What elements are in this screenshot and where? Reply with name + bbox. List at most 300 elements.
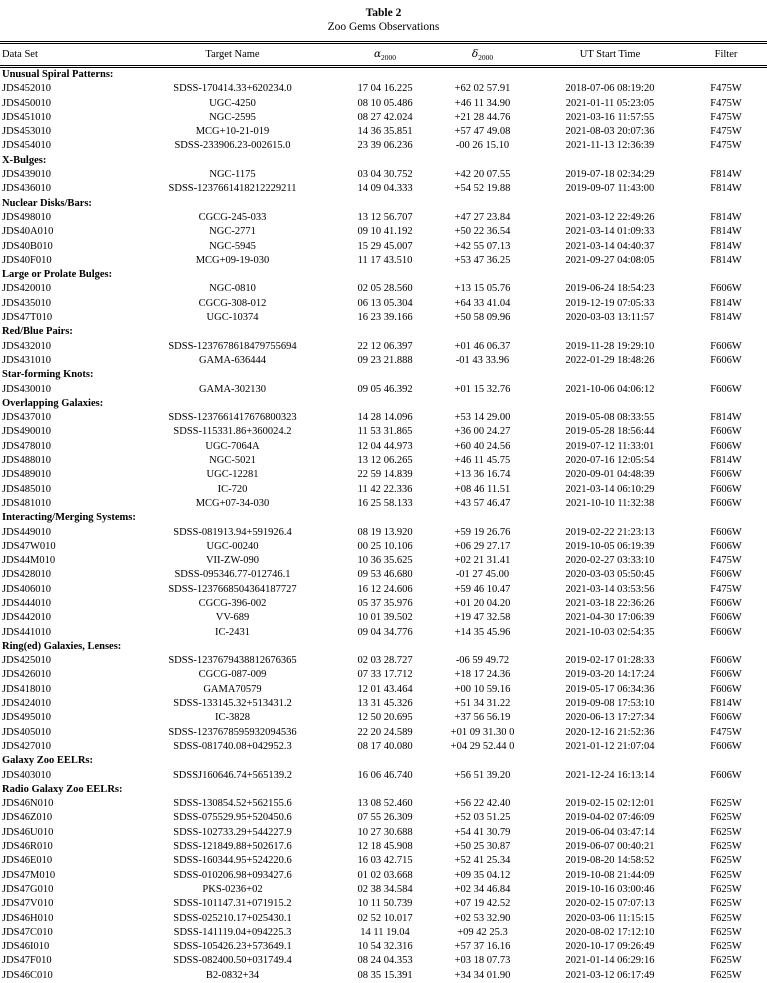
cell-dec: +64 33 41.04 [454, 297, 511, 309]
cell-ra: 10 11 50.739 [357, 898, 413, 910]
table-row [0, 926, 767, 940]
section-header: Red/Blue Pairs: [2, 326, 73, 338]
cell-dec: -06 59 49.72 [455, 655, 510, 667]
table-row [0, 440, 767, 454]
cell-dataset: JDS454010 [2, 140, 52, 152]
table-row [0, 683, 767, 697]
cell-dataset: JDS452010 [2, 83, 52, 95]
table-row [0, 726, 767, 740]
cell-filter: F606W [710, 497, 742, 509]
cell-ut-start-time: 2019-05-17 06:34:36 [565, 683, 655, 695]
table-body [0, 67, 767, 983]
cell-ut-start-time: 2020-03-06 11:15:15 [565, 912, 655, 924]
cell-dataset: JDS450010 [2, 97, 52, 109]
cell-dec: +57 37 16.16 [454, 941, 511, 953]
cell-dec: +59 19 26.76 [454, 526, 511, 538]
cell-filter: F814W [710, 183, 742, 195]
cell-dataset: JDS478010 [2, 440, 52, 452]
table-row [0, 711, 767, 725]
cell-dataset: JDS449010 [2, 526, 52, 538]
cell-filter: F814W [710, 240, 742, 252]
table-row [0, 297, 767, 311]
cell-target-name: SDSSJ160646.74+565139.2 [172, 769, 293, 781]
cell-dataset: JDS46Z010 [2, 812, 53, 824]
cell-ra: 11 53 31.865 [357, 426, 413, 438]
cell-filter: F475W [710, 111, 742, 123]
cell-ut-start-time: 2019-12-19 07:05:33 [565, 297, 655, 309]
cell-filter: F475W [710, 126, 742, 138]
table-row [0, 583, 767, 597]
cell-target-name: GAMA-636444 [198, 354, 267, 366]
cell-target-name: NGC-0810 [209, 283, 256, 295]
cell-dec: +04 29 52.44 0 [450, 740, 515, 752]
cell-dataset: JDS47F010 [2, 955, 52, 967]
cell-filter: F475W [710, 726, 742, 738]
cell-dec: +09 35 04.12 [454, 869, 511, 881]
cell-dataset: JDS441010 [2, 626, 52, 638]
cell-ra: 14 09 04.333 [357, 183, 413, 195]
col-header-ut-start-time: UT Start Time [535, 43, 685, 67]
section-header-row [0, 511, 767, 525]
cell-filter: F814W [710, 412, 742, 424]
cell-target-name: IC-2431 [215, 626, 250, 638]
table-row [0, 954, 767, 968]
cell-ra: 10 01 39.502 [357, 612, 413, 624]
cell-filter: F475W [710, 583, 742, 595]
cell-target-name: VV-689 [215, 612, 250, 624]
cell-dataset: JDS427010 [2, 740, 52, 752]
cell-target-name: IC-3828 [215, 712, 250, 724]
cell-filter: F625W [710, 926, 742, 938]
cell-ra: 08 24 04.353 [357, 955, 413, 967]
cell-dataset: JDS406010 [2, 583, 52, 595]
cell-dec: +03 18 07.73 [454, 955, 511, 967]
cell-ra: 15 29 45.007 [357, 240, 413, 252]
cell-target-name: SDSS-102733.29+544227.9 [173, 826, 292, 838]
table-row [0, 797, 767, 811]
cell-ra: 16 12 24.606 [357, 583, 413, 595]
cell-ut-start-time: 2021-03-14 03:53:56 [565, 583, 655, 595]
table-row [0, 354, 767, 368]
cell-ra: 09 05 46.392 [357, 383, 413, 395]
cell-ra: 08 19 13.920 [357, 526, 413, 538]
table-row [0, 454, 767, 468]
cell-dataset: JDS418010 [2, 683, 52, 695]
cell-ra: 16 25 58.133 [357, 497, 413, 509]
cell-target-name: SDSS-095346.77-012746.1 [174, 569, 291, 581]
cell-dataset: JDS489010 [2, 469, 52, 481]
cell-dec: +08 46 11.51 [454, 483, 511, 495]
section-header: Ring(ed) Galaxies, Lenses: [2, 640, 122, 652]
table-row [0, 282, 767, 296]
cell-filter: F475W [710, 140, 742, 152]
table-row [0, 811, 767, 825]
cell-dataset: JDS46U010 [2, 826, 54, 838]
cell-target-name: MCG+09-19-030 [195, 254, 270, 266]
cell-filter: F606W [710, 626, 742, 638]
section-header: X-Bulges: [2, 154, 47, 166]
cell-dataset: JDS428010 [2, 569, 52, 581]
cell-ra: 16 23 39.166 [357, 312, 413, 324]
table-row [0, 697, 767, 711]
table-row [0, 940, 767, 954]
cell-target-name: NGC-5021 [209, 455, 256, 467]
cell-filter: F606W [710, 740, 742, 752]
cell-target-name: GAMA-302130 [198, 383, 267, 395]
cell-dec: +06 29 27.17 [454, 540, 511, 552]
cell-dataset: JDS46C010 [2, 969, 53, 981]
table-row [0, 411, 767, 425]
cell-target-name: SDSS-105426.23+573649.1 [173, 941, 292, 953]
cell-ut-start-time: 2021-10-10 11:32:38 [565, 497, 655, 509]
cell-filter: F606W [710, 597, 742, 609]
cell-dataset: JDS498010 [2, 211, 52, 223]
cell-target-name: SDSS-101147.31+071915.2 [173, 898, 292, 910]
cell-filter: F606W [710, 483, 742, 495]
cell-dataset: JDS47V010 [2, 898, 54, 910]
table-row [0, 611, 767, 625]
cell-target-name: SDSS-082400.50+031749.4 [173, 955, 292, 967]
cell-ut-start-time: 2021-01-12 21:07:04 [565, 740, 655, 752]
cell-dec: +01 09 31.30 0 [450, 726, 515, 738]
cell-filter: F606W [710, 683, 742, 695]
section-header: Unusual Spiral Patterns: [2, 69, 114, 80]
cell-dec: +19 47 32.58 [454, 612, 511, 624]
cell-ra: 07 33 17.712 [357, 669, 413, 681]
cell-ra: 02 05 28.560 [357, 283, 413, 295]
cell-target-name: SDSS-115331.86+360024.2 [173, 426, 292, 438]
table-row [0, 740, 767, 754]
table-row [0, 97, 767, 111]
cell-filter: F625W [710, 969, 742, 981]
cell-filter: F814W [710, 226, 742, 238]
cell-target-name: SDSS-170414.33+620234.0 [173, 83, 292, 95]
cell-ra: 22 12 06.397 [357, 340, 413, 352]
cell-ut-start-time: 2019-05-08 08:33:55 [565, 412, 655, 424]
cell-dec: +51 34 31.22 [454, 698, 511, 710]
cell-dec: +46 11 45.75 [454, 455, 511, 467]
alpha-symbol: α [373, 48, 382, 60]
table-row [0, 139, 767, 153]
cell-dec: +13 15 05.76 [454, 283, 511, 295]
cell-ut-start-time: 2019-11-28 19:29:10 [565, 340, 655, 352]
cell-filter: F625W [710, 798, 742, 810]
cell-dataset: JDS439010 [2, 169, 52, 181]
cell-dec: +56 22 42.40 [454, 798, 511, 810]
cell-dec: +36 00 24.27 [454, 426, 511, 438]
cell-target-name: SDSS-233906.23-002615.0 [174, 140, 291, 152]
cell-dec: +01 15 32.76 [454, 383, 511, 395]
cell-dec: +09 42 25.3 [457, 926, 508, 938]
cell-target-name: NGC-2771 [209, 226, 256, 238]
dec-epoch-subscript: 2000 [478, 53, 494, 63]
cell-target-name: SDSS-075529.95+520450.6 [173, 812, 292, 824]
cell-ra: 14 36 35.851 [357, 126, 413, 138]
cell-dataset: JDS47M010 [2, 869, 56, 881]
cell-ra: 17 04 16.225 [357, 83, 413, 95]
cell-dec: -01 27 45.00 [455, 569, 510, 581]
table-row [0, 554, 767, 568]
cell-ut-start-time: 2020-02-15 07:07:13 [565, 898, 655, 910]
cell-dec: +02 21 31.41 [454, 555, 511, 567]
table-row [0, 668, 767, 682]
cell-ra: 09 10 41.192 [357, 226, 413, 238]
cell-dataset: JDS46R010 [2, 841, 53, 853]
table-row [0, 897, 767, 911]
cell-ra: 11 17 43.510 [357, 254, 413, 266]
cell-dec: -00 26 15.10 [455, 140, 510, 152]
cell-dataset: JDS485010 [2, 483, 52, 495]
cell-dataset: JDS47C010 [2, 926, 53, 938]
cell-dataset: JDS436010 [2, 183, 52, 195]
cell-ut-start-time: 2019-06-07 00:40:21 [565, 841, 655, 853]
cell-dataset: JDS495010 [2, 712, 52, 724]
table-number: Table 2 [365, 7, 402, 19]
table-row [0, 497, 767, 511]
cell-ra: 07 55 26.309 [357, 812, 413, 824]
cell-dataset: JDS46N010 [2, 798, 54, 810]
section-header-row [0, 640, 767, 654]
section-header: Nuclear Disks/Bars: [2, 197, 92, 209]
cell-ut-start-time: 2021-10-03 02:54:35 [565, 626, 655, 638]
section-header-row [0, 197, 767, 211]
cell-ut-start-time: 2020-12-16 21:52:36 [565, 726, 655, 738]
cell-target-name: B2-0832+34 [205, 969, 260, 981]
cell-ra: 08 17 40.080 [357, 740, 413, 752]
cell-dataset: JDS435010 [2, 297, 52, 309]
cell-filter: F625W [710, 841, 742, 853]
cell-target-name: NGC-5945 [209, 240, 256, 252]
cell-target-name: CGCG-087-009 [198, 669, 267, 681]
cell-target-name: UGC-4250 [209, 97, 256, 109]
cell-filter: F625W [710, 883, 742, 895]
ra-epoch-subscript: 2000 [381, 53, 397, 63]
cell-target-name: SDSS-133145.32+513431.2 [173, 698, 292, 710]
cell-target-name: SDSS-1237661418212229211 [168, 183, 297, 195]
cell-ra: 06 13 05.304 [357, 297, 413, 309]
cell-ut-start-time: 2020-08-02 17:12:10 [565, 926, 655, 938]
cell-dataset: JDS442010 [2, 612, 52, 624]
cell-ut-start-time: 2019-04-02 07:46:09 [565, 812, 655, 824]
table-row [0, 597, 767, 611]
cell-filter: F606W [710, 669, 742, 681]
table-row [0, 854, 767, 868]
cell-ut-start-time: 2021-03-18 22:36:26 [565, 597, 655, 609]
cell-dec: +56 51 39.20 [454, 769, 511, 781]
section-header: Interacting/Merging Systems: [2, 512, 136, 524]
cell-target-name: MCG+10-21-019 [195, 126, 270, 138]
cell-ra: 14 11 19.04 [360, 926, 410, 938]
cell-ut-start-time: 2021-10-06 04:06:12 [565, 383, 655, 395]
cell-dataset: JDS40F010 [2, 254, 52, 266]
cell-target-name: GAMA70579 [203, 683, 262, 695]
cell-filter: F606W [710, 540, 742, 552]
cell-target-name: SDSS-025210.17+025430.1 [173, 912, 292, 924]
cell-ut-start-time: 2020-03-03 05:50:45 [565, 569, 655, 581]
cell-ut-start-time: 2020-10-17 09:26:49 [565, 941, 655, 953]
cell-dataset: JDS46H010 [2, 912, 54, 924]
cell-dec: +50 58 09.96 [454, 312, 511, 324]
table-row [0, 840, 767, 854]
cell-ut-start-time: 2019-07-18 02:34:29 [565, 169, 655, 181]
cell-ut-start-time: 2019-09-07 11:43:00 [565, 183, 655, 195]
cell-filter: F606W [710, 426, 742, 438]
cell-dec: +59 46 10.47 [454, 583, 511, 595]
cell-filter: F814W [710, 455, 742, 467]
observations-table [0, 41, 767, 983]
cell-ut-start-time: 2020-03-03 13:11:57 [565, 312, 655, 324]
cell-target-name: PKS-0236+02 [202, 883, 263, 895]
cell-dec: +14 35 45.96 [454, 626, 511, 638]
cell-filter: F606W [710, 569, 742, 581]
cell-ra: 23 39 06.236 [357, 140, 413, 152]
delta-symbol: δ [471, 48, 479, 60]
cell-ra: 13 12 56.707 [357, 211, 413, 223]
cell-filter: F814W [710, 698, 742, 710]
cell-target-name: SDSS-1237678618479755694 [168, 340, 297, 352]
cell-dataset: JDS47W010 [2, 540, 56, 552]
cell-dec: +54 52 19.88 [454, 183, 511, 195]
table-row [0, 826, 767, 840]
cell-ut-start-time: 2021-09-27 04:08:05 [565, 254, 655, 266]
cell-ut-start-time: 2021-04-30 17:06:39 [565, 612, 655, 624]
cell-ut-start-time: 2019-10-05 06:19:39 [565, 540, 655, 552]
cell-filter: F625W [710, 898, 742, 910]
cell-dec: +60 40 24.56 [454, 440, 511, 452]
cell-ut-start-time: 2019-06-04 03:47:14 [565, 826, 655, 838]
cell-target-name: SDSS-081740.08+042952.3 [173, 740, 292, 752]
cell-dec: +43 57 46.47 [454, 497, 511, 509]
cell-dataset: JDS425010 [2, 655, 52, 667]
table-row [0, 568, 767, 582]
cell-filter: F475W [710, 83, 742, 95]
cell-target-name: SDSS-141119.04+094225.3 [173, 926, 292, 938]
cell-filter: F606W [710, 440, 742, 452]
cell-ut-start-time: 2019-05-28 18:56:44 [565, 426, 655, 438]
section-header-row [0, 754, 767, 768]
cell-ut-start-time: 2019-10-08 21:44:09 [565, 869, 655, 881]
cell-ra: 22 20 24.589 [357, 726, 413, 738]
col-header-target-name: Target Name [125, 43, 340, 67]
cell-dec: +18 17 24.36 [454, 669, 511, 681]
cell-ra: 01 02 03.668 [357, 869, 413, 881]
cell-dataset: JDS44M010 [2, 555, 56, 567]
cell-target-name: UGC-10374 [206, 312, 259, 324]
cell-ut-start-time: 2019-08-20 14:58:52 [565, 855, 655, 867]
cell-dataset: JDS426010 [2, 669, 52, 681]
cell-dataset: JDS47G010 [2, 883, 54, 895]
cell-ra: 03 04 30.752 [357, 169, 413, 181]
cell-dataset: JDS437010 [2, 412, 52, 424]
cell-ut-start-time: 2021-12-24 16:13:14 [565, 769, 655, 781]
cell-ra: 13 31 45.326 [357, 698, 413, 710]
cell-ra: 13 08 52.460 [357, 798, 413, 810]
cell-ra: 09 53 46.680 [357, 569, 413, 581]
cell-target-name: NGC-1175 [209, 169, 256, 181]
cell-dec: +42 20 07.55 [454, 169, 511, 181]
col-header-dec [430, 43, 535, 67]
cell-filter: F475W [710, 555, 742, 567]
section-header: Galaxy Zoo EELRs: [2, 755, 94, 767]
cell-filter: F814W [710, 169, 742, 181]
cell-dataset: JDS46I010 [2, 941, 50, 953]
cell-ra: 02 03 28.727 [357, 655, 413, 667]
table-row [0, 182, 767, 196]
cell-target-name: UGC-12281 [206, 469, 259, 481]
cell-filter: F814W [710, 297, 742, 309]
cell-ut-start-time: 2019-06-24 18:54:23 [565, 283, 655, 295]
cell-filter: F814W [710, 211, 742, 223]
cell-dataset: JDS432010 [2, 340, 52, 352]
section-header-row [0, 268, 767, 282]
cell-ut-start-time: 2021-03-16 11:57:55 [565, 111, 655, 123]
cell-ut-start-time: 2019-10-16 03:00:46 [565, 883, 655, 895]
cell-target-name: VII-ZW-090 [205, 555, 260, 567]
table-row [0, 540, 767, 554]
table-row [0, 468, 767, 482]
cell-ut-start-time: 2019-02-17 01:28:33 [565, 655, 655, 667]
cell-dec: +50 25 30.87 [454, 841, 511, 853]
cell-ut-start-time: 2021-03-14 01:09:33 [565, 226, 655, 238]
cell-ut-start-time: 2019-03-20 14:17:24 [565, 669, 655, 681]
cell-target-name: SDSS-081913.94+591926.4 [173, 526, 292, 538]
cell-target-name: IC-720 [217, 483, 248, 495]
cell-ra: 02 38 34.584 [357, 883, 413, 895]
cell-dec: +01 46 06.37 [454, 340, 511, 352]
cell-dataset: JDS40A010 [2, 226, 54, 238]
cell-ra: 13 12 06.265 [357, 455, 413, 467]
cell-filter: F814W [710, 254, 742, 266]
cell-ut-start-time: 2022-01-29 18:48:26 [565, 354, 655, 366]
cell-ra: 08 27 42.024 [357, 111, 413, 123]
section-header-row [0, 783, 767, 797]
section-header: Large or Prolate Bulges: [2, 269, 113, 281]
cell-dec: +13 36 16.74 [454, 469, 511, 481]
table-row [0, 769, 767, 783]
cell-ut-start-time: 2020-07-16 12:05:54 [565, 455, 655, 467]
cell-ra: 09 04 34.776 [357, 626, 413, 638]
cell-ra: 16 06 46.740 [357, 769, 413, 781]
cell-target-name: CGCG-245-033 [198, 211, 267, 223]
table-row [0, 483, 767, 497]
cell-filter: F606W [710, 469, 742, 481]
cell-target-name: UGC-7064A [205, 440, 260, 452]
cell-dec: +57 47 49.08 [454, 126, 511, 138]
cell-ra: 22 59 14.839 [357, 469, 413, 481]
cell-filter: F606W [710, 612, 742, 624]
table-row [0, 883, 767, 897]
cell-ra: 10 27 30.688 [357, 826, 413, 838]
table-row [0, 626, 767, 640]
cell-ut-start-time: 2021-03-14 04:40:37 [565, 240, 655, 252]
section-header-row [0, 67, 767, 83]
col-header-ra [340, 43, 430, 67]
cell-dec: +53 14 29.00 [454, 412, 511, 424]
cell-dataset: JDS488010 [2, 455, 52, 467]
cell-ut-start-time: 2021-08-03 20:07:36 [565, 126, 655, 138]
cell-ra: 05 37 35.976 [357, 597, 413, 609]
cell-dataset: JDS40B010 [2, 240, 53, 252]
cell-dataset: JDS46E010 [2, 855, 53, 867]
cell-dec: +46 11 34.90 [454, 97, 511, 109]
cell-ut-start-time: 2021-01-11 05:23:05 [565, 97, 655, 109]
table-row [0, 211, 767, 225]
cell-ut-start-time: 2020-02-27 03:33:10 [565, 555, 655, 567]
cell-target-name: SDSS-130854.52+562155.6 [173, 798, 292, 810]
table-row [0, 969, 767, 983]
cell-dec: +21 28 44.76 [454, 111, 511, 123]
cell-dataset: JDS430010 [2, 383, 52, 395]
